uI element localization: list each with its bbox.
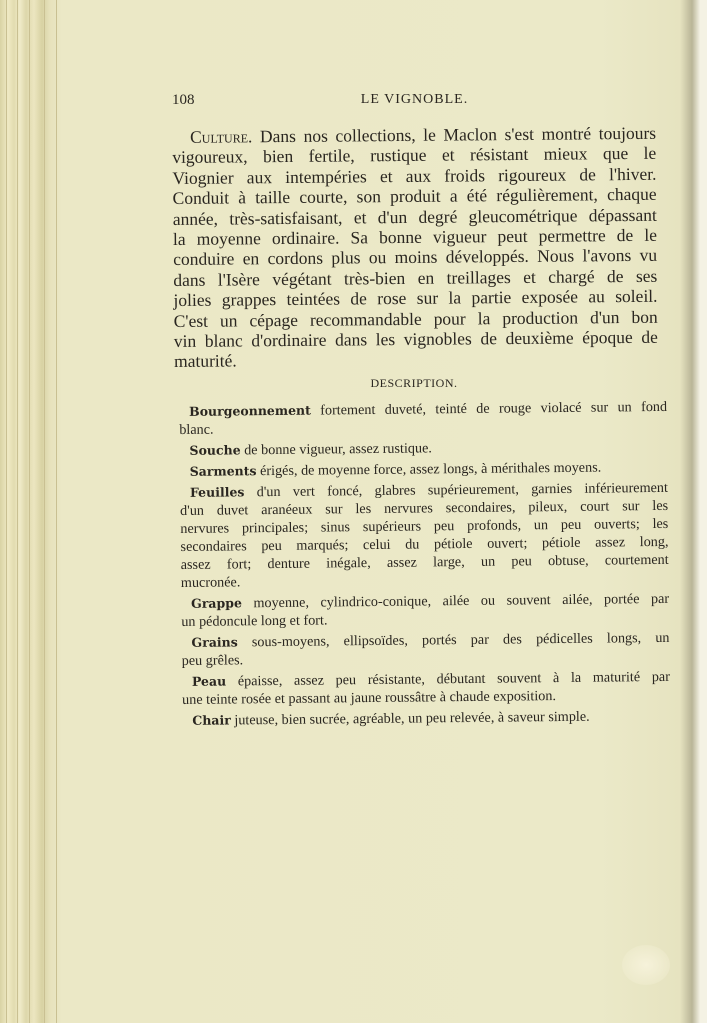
line-text: Conduit à taille courte, son produit a été régulièrement, chaque: [172, 183, 657, 209]
text-line: [182, 707, 670, 730]
page-edge-line: [56, 0, 57, 1023]
line-text: jolies grappes teintées de rose sur la partie exposée au soleil.: [173, 286, 658, 311]
line-text: érigés, de moyenne force, assez longs, à mérithales moyens.: [259, 459, 602, 480]
line-text: année, très-satisfaisant, et d'un degré gleucométrique dépassant: [172, 204, 657, 229]
line-text: un pédoncule long et fort.: [181, 612, 328, 630]
line-text: juteuse, bien sucrée, agréable, un peu relevée, à saveur simple.: [234, 708, 590, 729]
page-edge-line: [6, 0, 7, 1023]
page-edge-line: [29, 0, 30, 1023]
line-text: vin blanc d'ordinaire dans les vignobles de deuxième époque de: [173, 326, 658, 352]
text-line: [182, 686, 670, 709]
section-label: Culture.: [189, 126, 253, 147]
description-term: Grains: [191, 634, 238, 650]
description-term: Sarments: [189, 463, 257, 479]
description-list: [179, 398, 670, 733]
description-entry: [182, 668, 670, 709]
text-line: [180, 458, 668, 481]
line-text: d'un duvet aranéeux sur les nervures secondaires, pileux, court sur les: [180, 497, 669, 519]
line-text: dans l'Isère végétant très-bien en treillages et chargé de ses: [173, 265, 658, 290]
line-text: Viognier aux intempéries et aux froids rigoureux de l'hiver.: [172, 163, 657, 188]
description-term: Souche: [189, 442, 241, 458]
description-term: Feuilles: [189, 484, 245, 500]
line-text: une teinte rosée et passant au jaune roussâtre à chaude exposition.: [182, 688, 557, 708]
description-term: Chair: [192, 712, 231, 728]
line-text: sous-moyens, ellipsoïdes, portés par des pédicelles longs, un: [251, 629, 670, 651]
page-edge-line: [17, 0, 18, 1023]
description-entry: [181, 590, 669, 631]
line-text: peu grêles.: [181, 652, 244, 669]
line-text: mucronée.: [180, 574, 241, 591]
culture-paragraph: [172, 123, 658, 372]
line-text: moyenne, cylindrico-conique, ailée ou souvent ailée, portée par: [253, 590, 670, 612]
paper-stain: [622, 945, 670, 985]
page-edge-line: [44, 0, 45, 1023]
description-entry: [181, 629, 669, 670]
page-number: 108: [172, 92, 195, 108]
line-text: épaisse, assez peu résistante, débutant souvent à la maturité par: [237, 668, 670, 690]
line-text: blanc.: [179, 421, 214, 438]
line-text: maturité.: [173, 350, 237, 372]
description-entry: [179, 437, 667, 460]
description-entry: [180, 458, 668, 481]
text-line: [179, 437, 667, 460]
text-line: [181, 608, 669, 631]
line-text: fortement duveté, teinté de rouge violacé sur un fond: [320, 398, 668, 419]
line-text: Dans nos collections, le Maclon s'est montré toujours: [259, 122, 657, 147]
line-text: nervures principales; sinus supérieurs peu profonds, un peu ouverts; les: [180, 515, 669, 537]
description-entry: [182, 707, 670, 730]
running-header: [172, 92, 657, 112]
line-text: vigoureux, bien fertile, rustique et résistant mieux que le: [172, 143, 657, 168]
line-text: d'un vert foncé, glabres supérieurement, garnies inférieurement: [256, 479, 669, 501]
running-title: LE VIGNOBLE.: [360, 92, 469, 107]
line-text: conduire en cordons plus ou moins développés. Nous l'avons vu: [173, 245, 658, 270]
description-term: Bourgeonnement: [189, 402, 311, 419]
text-line: [174, 347, 658, 372]
description-entry: [180, 479, 669, 592]
description-term: Grappe: [191, 595, 242, 611]
line-text: de bonne vigueur, assez rustique.: [244, 440, 432, 459]
description-heading: DESCRIPTION.: [370, 376, 458, 390]
line-text: la moyenne ordinaire. Sa bonne vigueur peut permettre de le: [172, 224, 658, 250]
description-term: Peau: [191, 673, 227, 689]
description-entry: [179, 398, 667, 439]
line-text: assez fort; denture inégale, assez large, un peu obtuse, courtement: [180, 551, 669, 573]
line-text: C'est un cépage recommandable pour la production d'un bon: [173, 306, 658, 331]
line-text: secondaires peu marqués; celui du pétiole ouvert; pétiole assez long,: [180, 533, 669, 555]
